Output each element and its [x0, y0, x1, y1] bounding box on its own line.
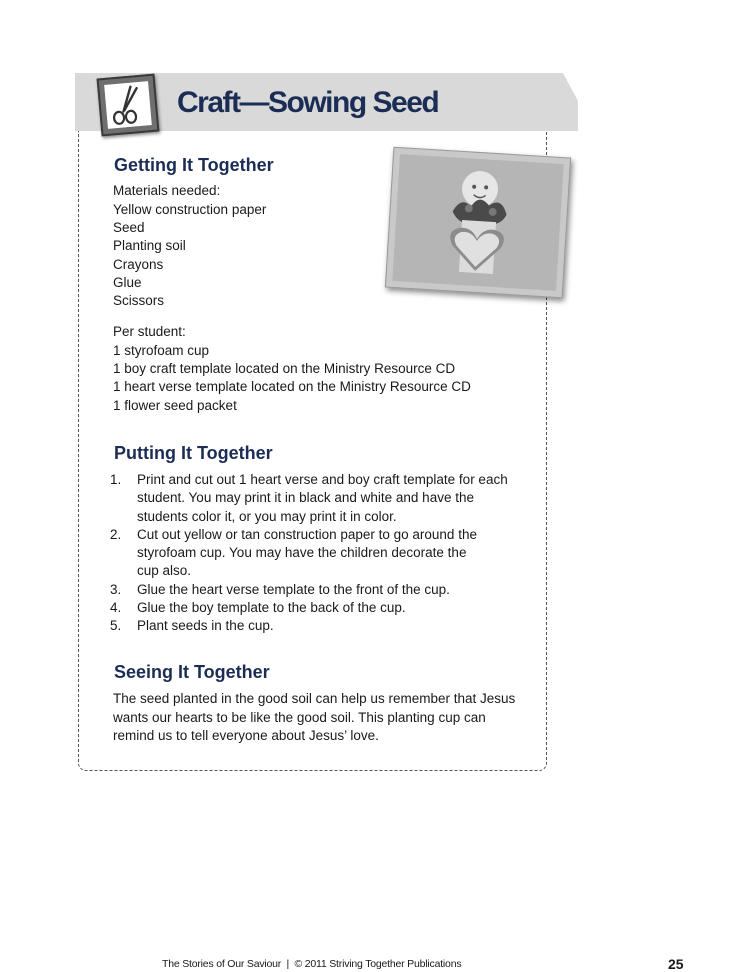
step-item: [110, 581, 508, 599]
per-student-item: 1 flower seed packet: [113, 398, 237, 413]
per-student-item: 1 heart verse template located on the Ministry Resource CD: [113, 379, 471, 394]
steps-list: [110, 471, 508, 636]
putting-it-together-heading: Putting It Together: [114, 443, 273, 463]
step-text: Glue the heart verse template to the front of the cup.: [137, 581, 450, 597]
step-item: [110, 526, 508, 581]
craft-photo: [385, 147, 571, 299]
material-item: Yellow construction paper: [113, 202, 267, 217]
material-item: Glue: [113, 275, 142, 290]
step-number: 2.: [110, 526, 122, 542]
step-text: Glue the boy template to the back of the cup.: [137, 600, 406, 616]
seeing-text-line: remind us to tell everyone about Jesus’ love.: [113, 728, 379, 743]
step-number: 5.: [110, 618, 122, 634]
step-item: [110, 599, 508, 617]
per-student-item: 1 styrofoam cup: [113, 343, 210, 358]
material-item: Crayons: [113, 257, 164, 272]
seeing-text-line: The seed planted in the good soil can help us remember that Jesus: [113, 691, 516, 706]
getting-it-together-heading: Getting It Together: [114, 155, 274, 175]
craft-photo-image: [392, 154, 563, 291]
page-title: Craft—Sowing Seed: [177, 86, 439, 119]
step-number: 4.: [110, 600, 122, 616]
step-text: Plant seeds in the cup.: [137, 618, 274, 634]
page-number: 25: [668, 956, 684, 972]
seeing-it-together-heading: Seeing It Together: [114, 662, 270, 682]
materials-label: Materials needed:: [113, 183, 221, 198]
scissors-icon: [104, 81, 152, 129]
step-item: [110, 617, 508, 635]
step-item: [110, 471, 508, 526]
step-number: 1.: [110, 472, 122, 487]
step-text: Cut out yellow or tan construction paper to go around the styrofoam cup. You may have the children decorate the cup also.: [137, 526, 477, 579]
per-student-label: Per student:: [113, 324, 186, 339]
step-number: 3.: [110, 581, 122, 597]
material-item: Scissors: [113, 293, 165, 308]
material-item: Planting soil: [113, 238, 186, 253]
material-item: Seed: [113, 220, 145, 235]
footer-text: The Stories of Our Saviour | © 2011 Striving Together Publications: [162, 958, 462, 970]
seeing-text-line: wants our hearts to be like the good soil. This planting cup can: [113, 710, 486, 725]
per-student-item: 1 boy craft template located on the Ministry Resource CD: [113, 361, 456, 376]
step-text: Print and cut out 1 heart verse and boy craft template for each student. You may print it in black and white and have the students color it, or you may print it in color.: [137, 472, 508, 524]
craft-icon-box: [97, 74, 160, 137]
